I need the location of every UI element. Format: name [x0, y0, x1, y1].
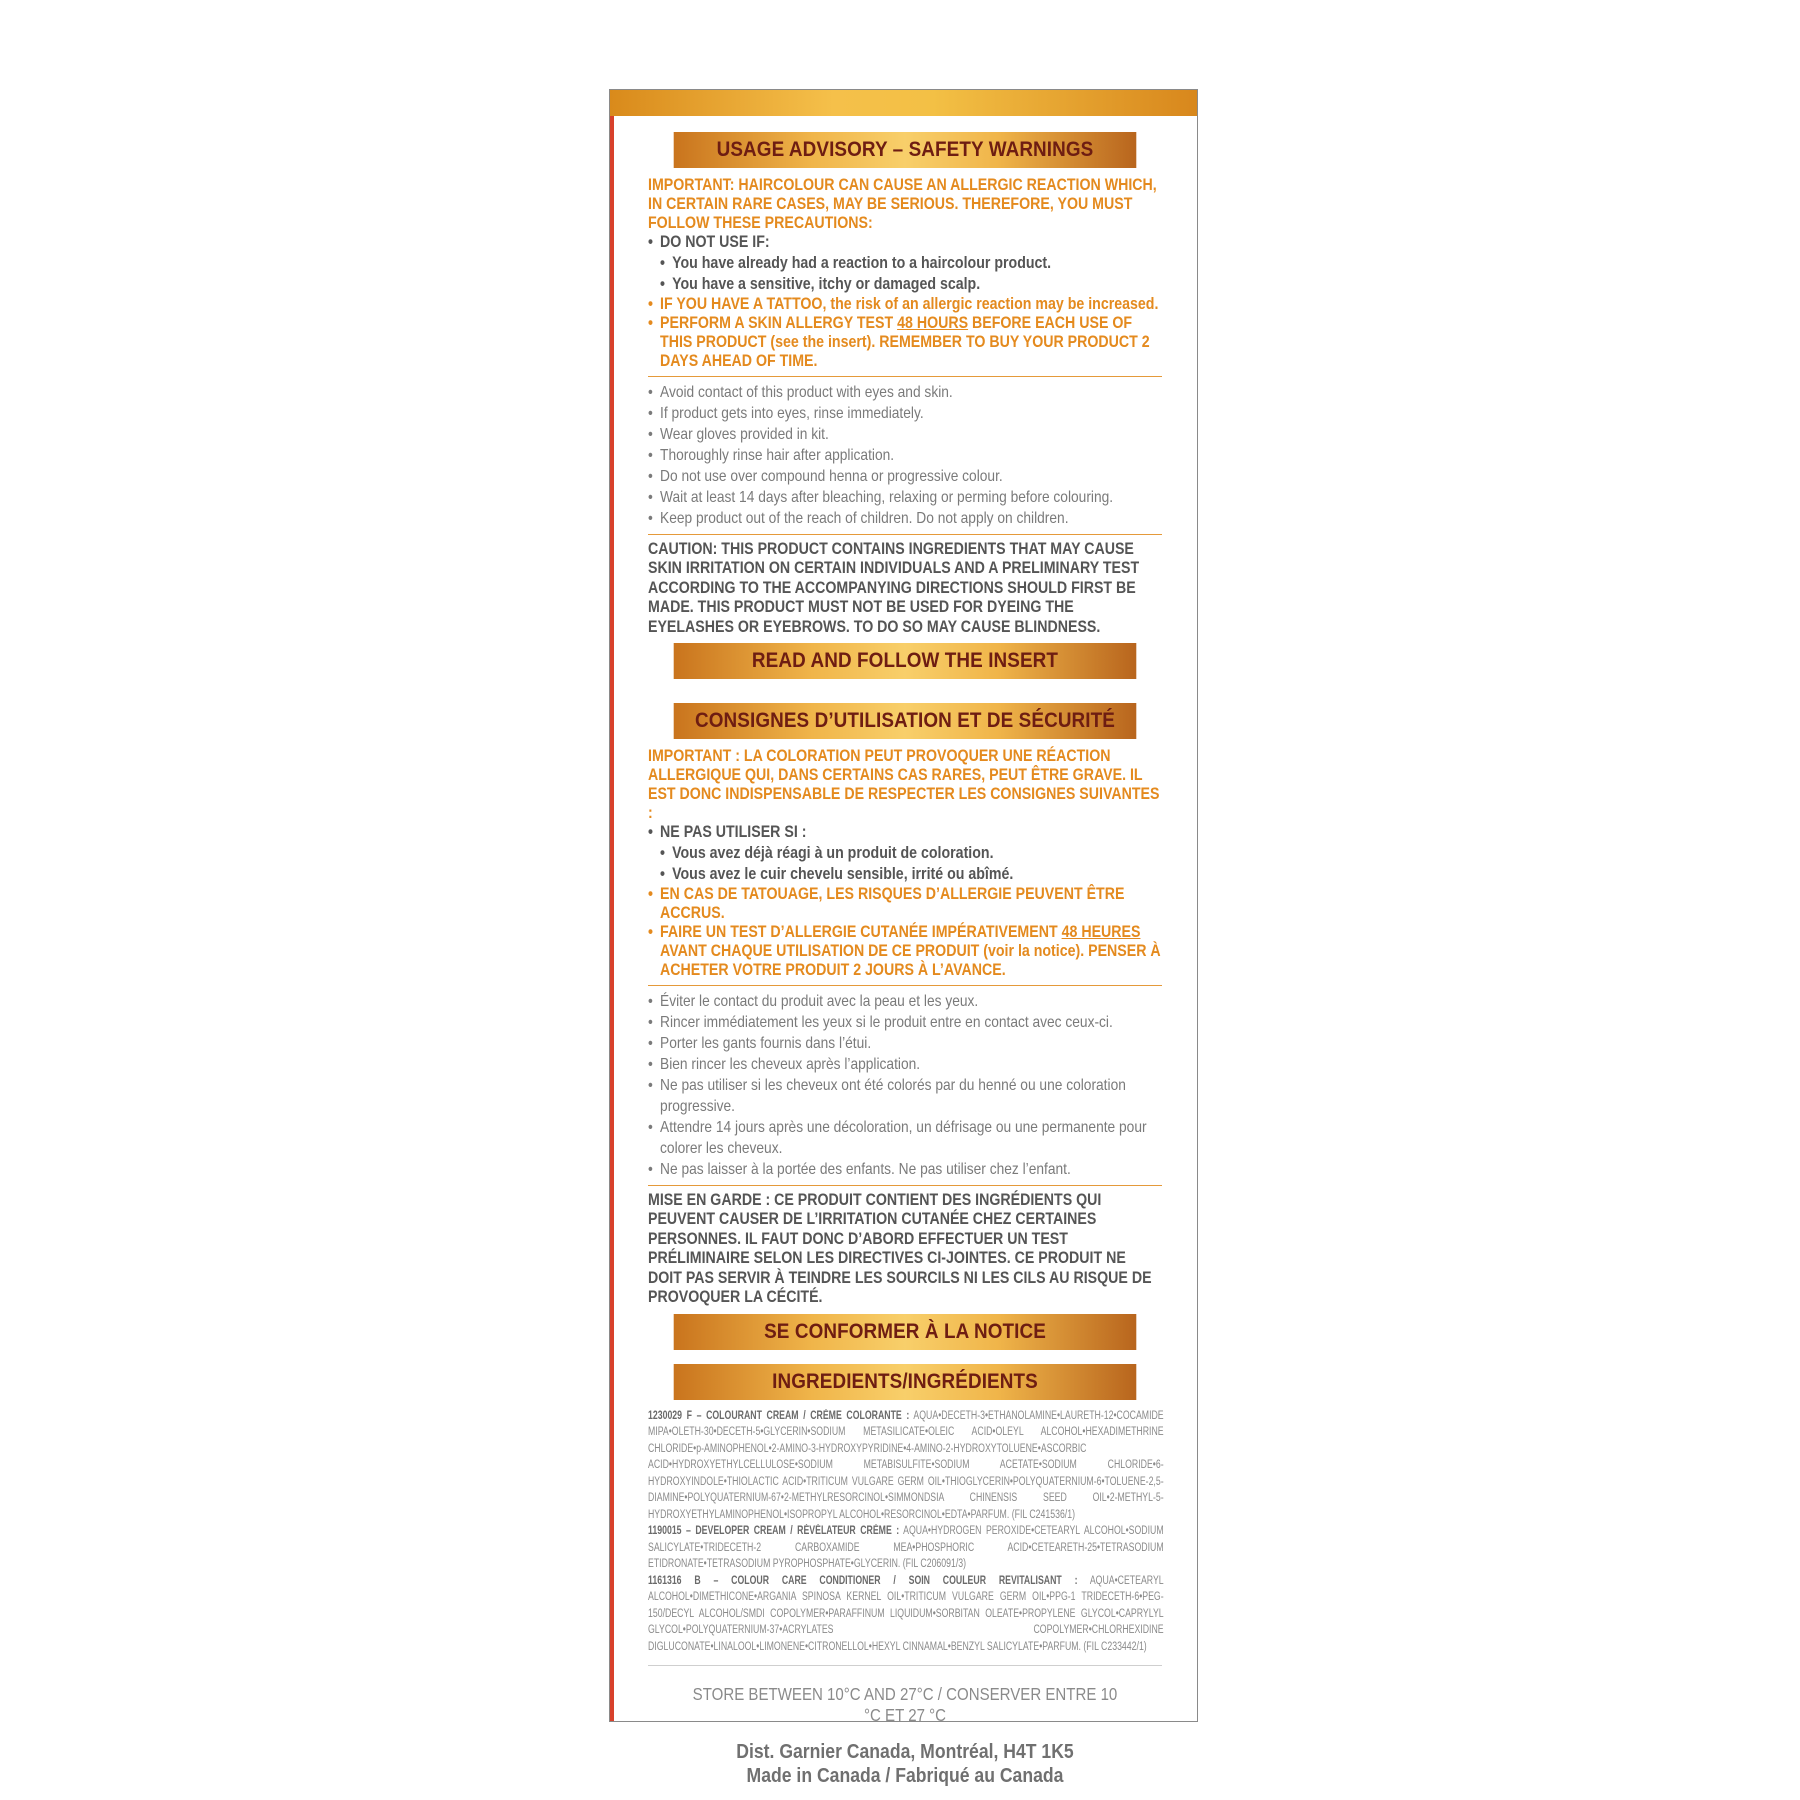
divider: [648, 376, 1162, 377]
list-item: • Porter les gants fournis dans l’étui.: [648, 1034, 872, 1052]
list-item: • Bien rincer les cheveux après l’application.: [648, 1055, 921, 1073]
fr-read-insert-bar: [674, 1314, 1137, 1350]
en-read-insert-bar: [674, 643, 1137, 679]
fr-do-not-use: • NE PAS UTILISER SI :: [648, 823, 807, 841]
fr-skin-test: • FAIRE UN TEST D’ALLERGIE CUTANÉE IMPÉRATIVEMENT 48 HEURES AVANT CHAQUE UTILISATION DE CE PRODUIT (voir la notice). PENSER À ACHETER VOTRE PRODUIT 2 JOURS À L’AVANCE.: [648, 922, 1161, 979]
list-item: • Wear gloves provided in kit.: [648, 425, 829, 443]
en-header-title: USAGE ADVISORY – SAFETY WARNINGS: [716, 138, 1094, 161]
fr-tips: [648, 991, 1161, 1180]
fr-header-bar: [674, 703, 1137, 739]
divider: [648, 1185, 1162, 1186]
fr-do-not-use-item: • Vous avez déjà réagi à un produit de coloration.: [660, 843, 994, 862]
en-do-not-use-item: • You have a sensitive, itchy or damaged scalp.: [660, 274, 981, 293]
en-read-insert: READ AND FOLLOW THE INSERT: [751, 649, 1059, 672]
fr-important: IMPORTANT : LA COLORATION PEUT PROVOQUER UNE RÉACTION ALLERGIQUE QUI, DANS CERTAINS CAS RARES, PEUT ÊTRE GRAVE. IL EST DONC INDISPENSABLE DE RESPECTER LES CONSIGNES SUIVANTES :: [648, 747, 1160, 822]
divider: [648, 1665, 1162, 1666]
list-item: • Rincer immédiatement les yeux si le produit entre en contact avec ceux-ci.: [648, 1013, 1113, 1031]
en-important: IMPORTANT: HAIRCOLOUR CAN CAUSE AN ALLERGIC REACTION WHICH, IN CERTAIN RARE CASES, MAY BE SERIOUS. THEREFORE, YOU MUST FOLLOW THESE PRECAUTIONS:: [648, 176, 1157, 232]
list-item: • Wait at least 14 days after bleaching, relaxing or perming before colouring.: [648, 488, 1114, 506]
en-do-not-use: • DO NOT USE IF:: [648, 233, 770, 251]
list-item: • Ne pas laisser à la portée des enfants. Ne pas utiliser chez l’enfant.: [648, 1160, 1071, 1178]
list-item: • Éviter le contact du produit avec la peau et les yeux.: [648, 992, 979, 1010]
top-gradient-band: [610, 90, 1197, 116]
list-item: • Avoid contact of this product with eyes and skin.: [648, 383, 953, 401]
divider: [648, 985, 1162, 986]
made-in: Made in Canada / Fabriqué au Canada: [746, 1765, 1064, 1787]
ingredients-developer: 1190015 – DEVELOPER CREAM / RÉVÉLATEUR CRÈME : AQUA•HYDROGEN PEROXIDE•CETEARYL ALCOHOL•SODIUM SALICYLATE•TRIDECETH-2 CARBOXAMIDE MEA•PHOSPHORIC ACID•CETEARETH-25•TETRASODIUM ETIDRONATE•TETRASODIUM PYROPHOSPHATE•GLYCERIN. (FIL C206091/3): [648, 1525, 1164, 1570]
list-item: • If product gets into eyes, rinse immediately.: [648, 404, 924, 422]
en-do-not-use-item: • You have already had a reaction to a haircolour product.: [660, 253, 1052, 272]
fr-do-not-use-item: • Vous avez le cuir chevelu sensible, irrité ou abîmé.: [660, 864, 1014, 883]
fr-warnings: [648, 747, 1161, 980]
en-warnings: [648, 176, 1161, 371]
fr-tattoo-warning: • EN CAS DE TATOUAGE, LES RISQUES D’ALLERGIE PEUVENT ÊTRE ACCRUS.: [648, 884, 1125, 922]
ingredients-colourant: 1230029 F – COLOURANT CREAM / CRÈME COLORANTE : AQUA•DECETH-3•ETHANOLAMINE•LAURETH-12•COCAMIDE MIPA•OLETH-30•DECETH-5•GLYCERIN•SODIUM METASILICATE•OLEIC ACID•OLEYL ALCOHOL•HEXADIMETHRINE CHLORIDE•p-AMINOPHENOL•2-AMINO-3-HYDROXYPYRIDINE•4-AMINO-2-HYDROXYTOLUENE•ASCORBIC ACID•HYDROXYETHYLCELLULOSE•SODIUM METABISULFITE•SODIUM ACETATE•SODIUM CHLORIDE•6-HYDROXYINDOLE•THIOLACTIC ACID•TRITICUM VULGARE GERM OIL•THIOGLYCERIN•POLYQUATERNIUM-6•TOLUENE-2,5-DIAMINE•POLYQUATERNIUM-67•2-METHYLRESORCINOL•SIMMONDSIA CHINENSIS SEED OIL•2-METHYL-5-HYDROXYETHYLAMINOPHENOL•ISOPROPYL ALCOHOL•RESORCINOL•EDTA•PARFUM. (FIL C241536/1): [648, 1409, 1164, 1521]
list-item: • Attendre 14 jours après une décoloration, un défrisage ou une permanente pour colorer les cheveux.: [648, 1118, 1147, 1157]
en-caution: CAUTION: THIS PRODUCT CONTAINS INGREDIENTS THAT MAY CAUSE SKIN IRRITATION ON CERTAIN INDIVIDUALS AND A PRELIMINARY TEST ACCORDING TO THE ACCOMPANYING DIRECTIONS SHOULD FIRST BE MADE. THIS PRODUCT MUST NOT BE USED FOR DYEING THE EYELASHES OR EYEBROWS. TO DO SO MAY CAUSE BLINDNESS.: [648, 539, 1140, 636]
list-item: • Do not use over compound henna or progressive colour.: [648, 467, 1003, 485]
en-skin-test: • PERFORM A SKIN ALLERGY TEST 48 HOURS BEFORE EACH USE OF THIS PRODUCT (see the insert). REMEMBER TO BUY YOUR PRODUCT 2 DAYS AHEAD OF TIME.: [648, 313, 1150, 370]
storage-instructions: STORE BETWEEN 10°C AND 27°C / CONSERVER ENTRE 10 °C ET 27 °C: [692, 1684, 1118, 1725]
divider: [648, 534, 1162, 535]
list-item: • Ne pas utiliser si les cheveux ont été colorés par du henné ou une coloration progressive.: [648, 1076, 1126, 1115]
package-side-panel: [609, 89, 1198, 1787]
en-header-bar: [674, 132, 1137, 168]
fr-read-insert: SE CONFORMER À LA NOTICE: [764, 1319, 1046, 1343]
left-accent-rule: [610, 90, 614, 1721]
distributor-info: [679, 1740, 1131, 1788]
en-tattoo-warning: • IF YOU HAVE A TATTOO, the risk of an allergic reaction may be increased.: [648, 294, 1159, 313]
ingredients-conditioner: 1161316 B – COLOUR CARE CONDITIONER / SOIN COULEUR REVITALISANT : AQUA•CETEARYL ALCOHOL•DIMETHICONE•ARGANIA SPINOSA KERNEL OIL•TRITICUM VULGARE GERM OIL•PPG-1 TRIDECETH-6•PEG-150/DECYL ALCOHOL/SMDI COPOLYMER•PARAFFINUM LIQUIDUM•SORBITAN OLEATE•PROPYLENE GLYCOL•CAPRYLYL GLYCOL•POLYQUATERNIUM-37•ACRYLATES COPOLYMER•CHLORHEXIDINE DIGLUCONATE•LINALOOL•LIMONENE•CITRONELLOL•HEXYL CINNAMAL•BENZYL SALICYLATE•PARFUM. (FIL C233442/1): [648, 1574, 1164, 1653]
fr-header-title: CONSIGNES D’UTILISATION ET DE SÉCURITÉ: [695, 709, 1115, 732]
panel-content: [648, 132, 1162, 1788]
ingredients-header-bar: [674, 1364, 1137, 1400]
list-item: • Thoroughly rinse hair after application.: [648, 446, 895, 464]
fr-caution: MISE EN GARDE : CE PRODUIT CONTIENT DES INGRÉDIENTS QUI PEUVENT CAUSER DE L’IRRITATION CUTANÉE CHEZ CERTAINES PERSONNES. IL FAUT DONC D’ABORD EFFECTUER UN TEST PRÉLIMINAIRE SELON LES DIRECTIVES CI-JOINTES. CE PRODUIT NE DOIT PAS SERVIR À TEINDRE LES SOURCILS NI LES CILS AU RISQUE DE PROVOQUER LA CÉCITÉ.: [648, 1190, 1152, 1306]
en-tips: [648, 382, 1161, 529]
distributor: Dist. Garnier Canada, Montréal, H4T 1K5: [736, 1741, 1074, 1763]
ingredients-header: INGREDIENTS/INGRÉDIENTS: [772, 1369, 1038, 1393]
list-item: • Keep product out of the reach of children. Do not apply on children.: [648, 509, 1069, 527]
